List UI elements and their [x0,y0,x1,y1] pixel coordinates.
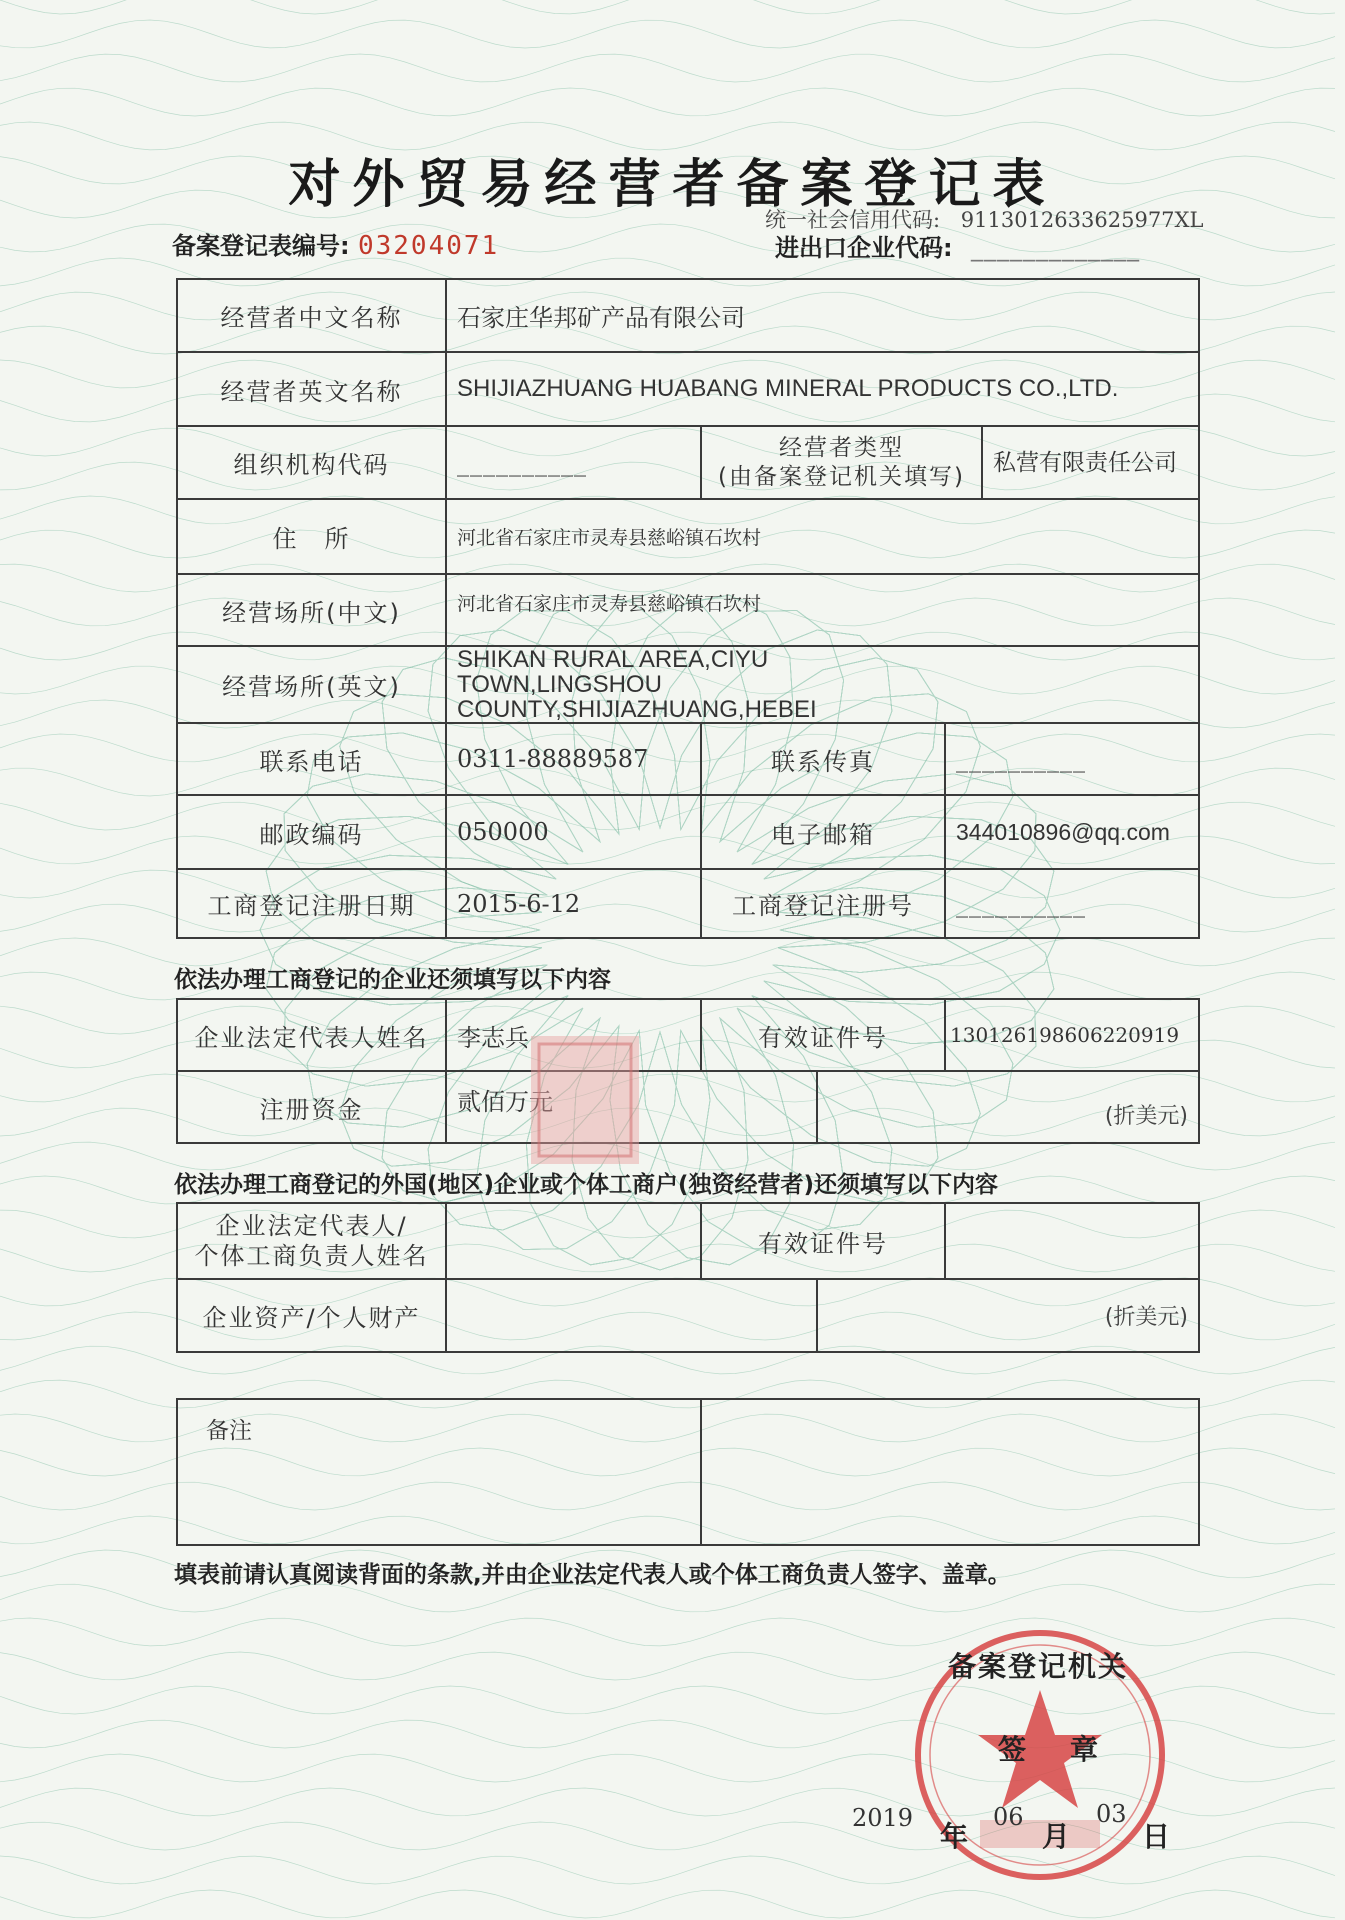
fax-label: 联系传真 [701,723,945,795]
reg-date-value: 2015-6-12 [446,869,701,938]
remarks-value [701,1399,1199,1545]
org-code-value: __________ [446,426,701,499]
operator-type-label [701,426,982,499]
foreign-id-label: 有效证件号 [701,1203,945,1279]
credit-code-label: 统一社会信用代码: [765,208,941,232]
date-day: 03 [1096,1800,1127,1828]
row-postcode [177,795,1199,869]
foreign-id-value [945,1203,1199,1279]
id-label: 有效证件号 [701,999,945,1071]
row-reg-date [177,869,1199,938]
org-code-label: 组织机构代码 [177,426,446,499]
cn-name-label: 经营者中文名称 [177,279,446,352]
reg-date-label: 工商登记注册日期 [177,869,446,938]
foreign-rep-label-line1: 企业法定代表人/ [215,1212,408,1240]
main-form-table [176,278,1200,939]
address-value: 河北省石家庄市灵寿县慈峪镇石坎村 [446,499,1199,574]
assets-label: 企业资产/个人财产 [177,1279,446,1352]
row-legal-rep [177,999,1199,1071]
reg-no-value: __________ [945,869,1199,938]
postcode-value: 050000 [446,795,701,869]
row-address [177,499,1199,574]
place-en-value: SHIKAN RURAL AREA,CIYU TOWN,LINGSHOU COUNTY,SHIJIAZHUANG,HEBEI [446,646,1199,723]
phone-label: 联系电话 [177,723,446,795]
row-capital [177,1071,1199,1143]
seal-label: 签 章 [998,1733,1107,1766]
capital-value: 贰佰万元 [446,1071,817,1143]
cn-name-value: 石家庄华邦矿产品有限公司 [446,279,1199,352]
id-number-value: 130126198606220919 [945,999,1199,1071]
operator-type-label-sub: (由备案登记机关填写) [718,463,965,490]
row-place-en [177,646,1199,723]
section2-heading: 依法办理工商登记的外国(地区)企业或个体工商户(独资经营者)还须填写以下内容 [174,1172,999,1198]
place-cn-label: 经营场所(中文) [177,574,446,646]
remarks-label: 备注 [177,1399,701,1545]
operator-type-label-main: 经营者类型 [779,434,904,461]
address-label: 住 所 [177,499,446,574]
row-cn-name [177,279,1199,352]
email-label: 电子邮箱 [701,795,945,869]
row-phone [177,723,1199,795]
year-label: 年 [940,1820,969,1853]
email-value: 344010896@qq.com [945,795,1199,869]
row-place-cn [177,574,1199,646]
row-en-name [177,352,1199,426]
assets-usd-label: (折美元) [817,1279,1199,1352]
row-foreign-rep [177,1203,1199,1279]
place-en-label: 经营场所(英文) [177,646,446,723]
foreign-rep-label [177,1203,446,1279]
section1-heading: 依法办理工商登记的企业还须填写以下内容 [174,967,611,993]
legal-rep-label: 企业法定代表人姓名 [177,999,446,1071]
postcode-label: 邮政编码 [177,795,446,869]
operator-type-value: 私营有限责任公司 [982,426,1199,499]
foreign-rep-value [446,1203,701,1279]
date-month: 06 [993,1803,1024,1831]
personal-seal [525,1030,645,1170]
en-name-value: SHIJIAZHUANG HUABANG MINERAL PRODUCTS CO.,LTD. [446,352,1199,426]
row-assets [177,1279,1199,1352]
credit-code: 9113012633625977XL [960,208,1204,232]
en-name-label: 经营者英文名称 [177,352,446,426]
foreign-rep-label-line2: 个体工商负责人姓名 [194,1242,429,1270]
record-number: 03204071 [357,231,500,261]
section1-table [176,998,1200,1144]
capital-usd-label: (折美元) [817,1071,1199,1143]
capital-label: 注册资金 [177,1071,446,1143]
phone-value: 0311-88889587 [446,723,701,795]
reg-no-label: 工商登记注册号 [701,869,945,938]
remarks-table [176,1398,1200,1546]
row-org-code [177,426,1199,499]
date-year: 2019 [852,1804,914,1832]
document-title: 对外贸易经营者备案登记表 [288,155,1057,215]
legal-rep-value: 李志兵 [446,999,701,1071]
month-label: 月 [1042,1820,1071,1853]
notice-text: 填表前请认真阅读背面的条款,并由企业法定代表人或个体工商负责人签字、盖章。 [174,1562,1011,1588]
record-number-label: 备案登记表编号: [172,232,350,260]
place-cn-value: 河北省石家庄市灵寿县慈峪镇石坎村 [446,574,1199,646]
ie-code-row [775,228,1140,263]
fax-value: __________ [945,723,1199,795]
section2-table [176,1202,1200,1353]
authority-label: 备案登记机关 [948,1650,1129,1683]
ie-code-label: 进出口企业代码: [775,234,953,262]
assets-value [446,1279,817,1352]
ie-code: _____________ [970,234,1140,262]
day-label: 日 [1142,1820,1171,1853]
record-number-row [172,226,499,261]
